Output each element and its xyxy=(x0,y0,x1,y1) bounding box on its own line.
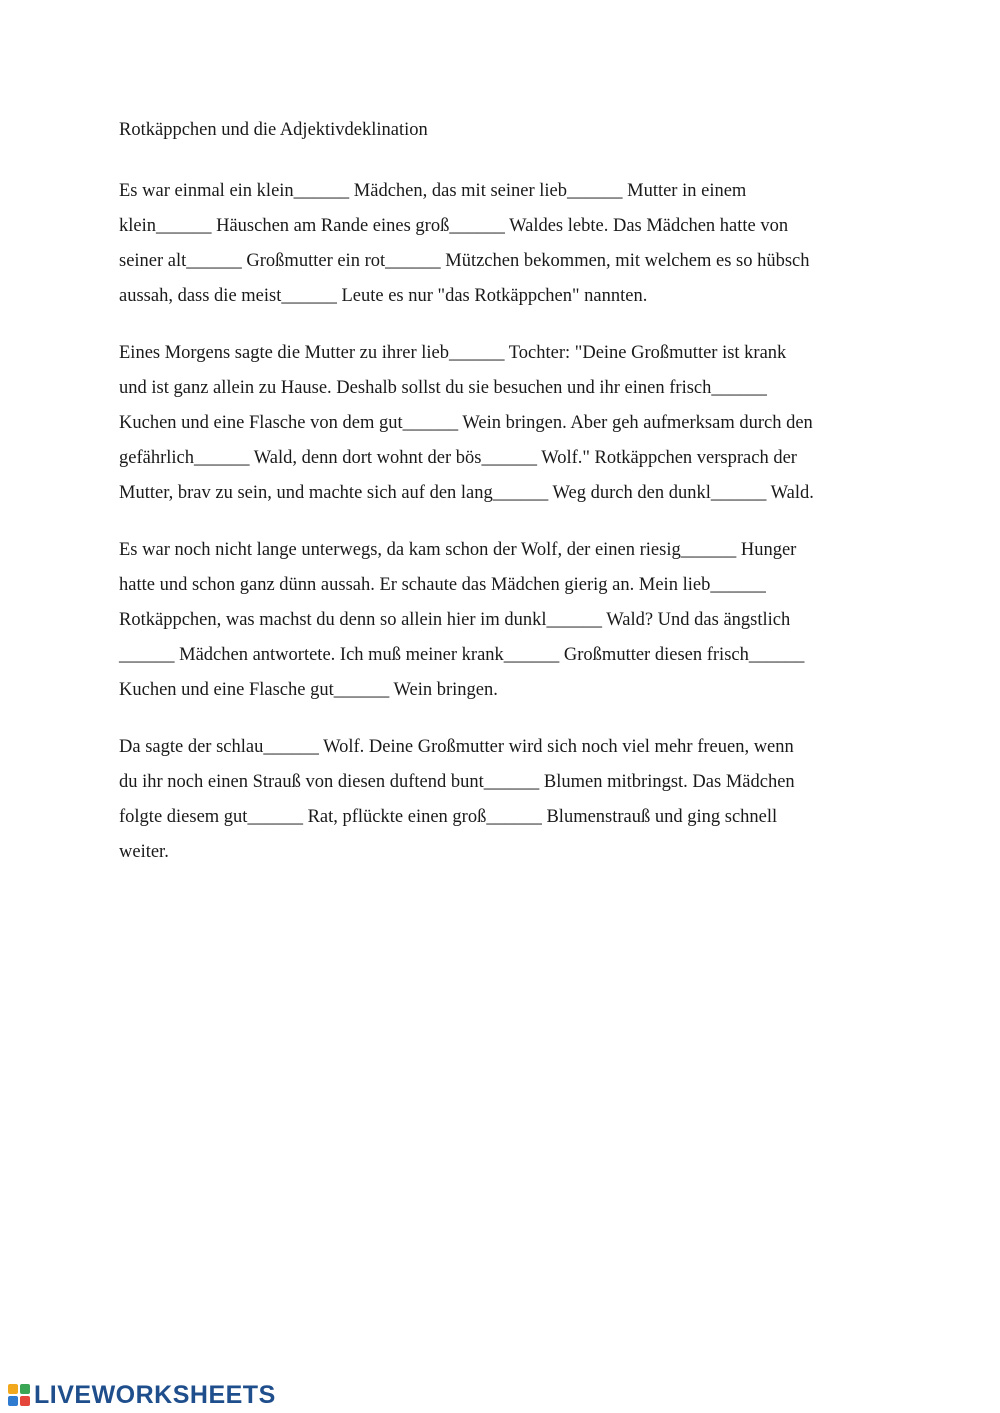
worksheet-page xyxy=(119,116,889,892)
text-line: seiner alt______ Großmutter ein rot______ Mützchen bekommen, mit welchem es so hübsch xyxy=(119,251,810,271)
liveworksheets-logo-icon xyxy=(8,1384,30,1406)
logo-tile xyxy=(20,1396,30,1406)
paragraph-4 xyxy=(119,730,889,870)
logo-tile xyxy=(8,1396,18,1406)
text-line: folgte diesem gut______ Rat, pflückte einen groß______ Blumenstrauß und ging schnell xyxy=(119,807,778,827)
liveworksheets-footer xyxy=(8,1380,276,1410)
paragraph-2 xyxy=(119,336,889,511)
logo-tile xyxy=(8,1384,18,1394)
text-line: aussah, dass die meist______ Leute es nur "das Rotkäppchen" nannten. xyxy=(119,286,648,306)
brand-name: LIVEWORKSHEETS xyxy=(34,1380,276,1409)
text-line: Rotkäppchen, was machst du denn so allein hier im dunkl______ Wald? Und das ängstlich xyxy=(119,610,791,630)
text-line: Kuchen und eine Flasche von dem gut______ Wein bringen. Aber geh aufmerksam durch den xyxy=(119,413,813,433)
text-line: Eines Morgens sagte die Mutter zu ihrer lieb______ Tochter: "Deine Großmutter ist krank xyxy=(119,343,787,363)
text-line: Da sagte der schlau______ Wolf. Deine Großmutter wird sich noch viel mehr freuen, wenn xyxy=(119,737,794,757)
worksheet-title: Rotkäppchen und die Adjektivdeklination xyxy=(119,120,428,140)
paragraph-1 xyxy=(119,174,889,314)
text-line: Es war einmal ein klein______ Mädchen, das mit seiner lieb______ Mutter in einem xyxy=(119,181,747,201)
text-line: du ihr noch einen Strauß von diesen duftend bunt______ Blumen mitbringst. Das Mädchen xyxy=(119,772,795,792)
text-line: Kuchen und eine Flasche gut______ Wein bringen. xyxy=(119,680,498,700)
text-line: hatte und schon ganz dünn aussah. Er schaute das Mädchen gierig an. Mein lieb______ xyxy=(119,575,766,595)
text-line: weiter. xyxy=(119,842,169,862)
text-line: und ist ganz allein zu Hause. Deshalb sollst du sie besuchen und ihr einen frisch______ xyxy=(119,378,767,398)
paragraph-3 xyxy=(119,533,889,708)
text-line: Mutter, brav zu sein, und machte sich auf den lang______ Weg durch den dunkl______ Wald. xyxy=(119,483,814,503)
logo-tile xyxy=(20,1384,30,1394)
text-line: Es war noch nicht lange unterwegs, da kam schon der Wolf, der einen riesig______ Hunger xyxy=(119,540,797,560)
text-line: gefährlich______ Wald, denn dort wohnt der bös______ Wolf." Rotkäppchen versprach der xyxy=(119,448,797,468)
text-line: klein______ Häuschen am Rande eines groß______ Waldes lebte. Das Mädchen hatte von xyxy=(119,216,789,236)
text-line: ______ Mädchen antwortete. Ich muß meiner krank______ Großmutter diesen frisch______ xyxy=(119,645,805,665)
